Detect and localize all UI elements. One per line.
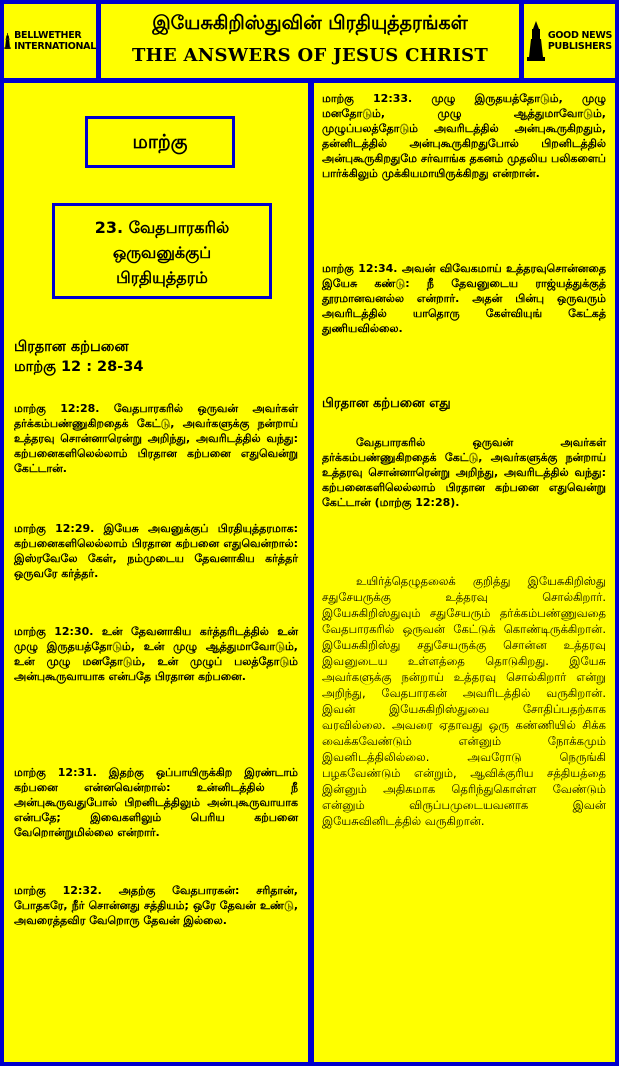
verse-12-28: மாற்கு 12:28. வேதபாரகரில் ஒருவன் அவர்கள் தர்க்கம்பண்ணுகிறதைக் கேட்டு, அவர்களுக்கு நன்றாய் உத்தரவு சொன்னாரென்று அறிந்து, அவரிடத்தில் வந்து: கற்பனைகளிலெல்லாம் பிரதான கற்பனை எதுவென்று கேட்டான். — [14, 402, 298, 475]
verse-12-32: மாற்கு 12:32. அதற்கு வேதபாரகன்: சரிதான், போதகரே, நீர் சொன்னது சத்தியம்; ஒரே தேவன் உண்டு, அவரைத்தவிர வேறொரு தேவன் இல்லை. — [14, 884, 298, 927]
left-logo — [4, 4, 96, 78]
title-tamil: இயேசுகிறிஸ்துவின் பிரதியுத்தரங்கள் — [152, 12, 468, 34]
right-column — [314, 83, 615, 1062]
left-column — [4, 83, 308, 1062]
chapter-title-line-3: பிரதியுத்தரம் — [116, 268, 208, 287]
chapter-title-box — [52, 203, 272, 299]
verse-12-29: மாற்கு 12:29. இயேசு அவனுக்குப் பிரதியுத்தரமாக: கற்பனைகளிலெல்லாம் பிரதான கற்பனை எதுவென்றால்: இஸ்ரவேலே கேள், நம்முடைய தேவனாகிய கர்த்தர் ஒருவரே கர்த்தர். — [14, 522, 298, 580]
section-heading-line-1: பிரதான கற்பனை — [14, 339, 129, 355]
header-titles — [101, 4, 519, 78]
verse-12-31: மாற்கு 12:31. இதற்கு ஒப்பாயிருக்கிற இரண்டாம் கற்பனை என்னவென்றால்: உன்னிடத்தில் நீ அன்புகூருவதுபோல் பிறனிடத்திலும் அன்புகூருவாயாக என்பதே; இவைகளிலும் பெரிய கற்பனை வேறொன்றுமில்லை என்றார். — [14, 766, 298, 839]
verse-12-33: மாற்கு 12:33. முழு இருதயத்தோடும், முழு மனதோடும், முழு ஆத்துமாவோடும், முழுப்பலத்தோடும் அவரிடத்தில் அன்புகூருகிறதும், தன்னிடத்தில் அன்புகூருகிறதுபோல் பிறனிடத்தில் அன்புகூருகிறதுமே சர்வாங்க தகனம் முதலிய பலிகளைப் பார்க்கிலும் முக்கியமாயிருக்கிறது என்றான். — [322, 92, 606, 180]
book-title-box — [85, 116, 235, 168]
commentary-paragraph: உயிர்த்தெழுதலைக் குறித்து இயேசுகிறிஸ்து சதுசேயருக்கு உத்தரவு சொல்கிறார். இயேசுகிறிஸ்துவும் சதுசேயரும் தர்க்கம்பண்ணுவதை வேதபாரகரில் ஒருவன் கேட்டுக் கொண்டிருக்கிறான். இயேசுகிறிஸ்து சதுசேயருக்கு சொன்ன உத்தரவு இவனுடைய உள்ளத்தை தொடுகிறது. இயேசு அவர்களுக்கு நன்றாய் உத்தரவு சொல்கிறார் என்று அறிந்து, வேதபாரகன் அவரிடத்தில் வருகிறான். இவன் இயேசுகிறிஸ்துவை சோதிப்பதற்காக வரவில்லை. அவரை ஏதாவது ஒரு கண்ணியில் சிக்க வைக்கவேண்டும் என்னும் நோக்கமும் இவனிடத்திலில்லை. அவரோடு நெருங்கி பழகவேண்டும் என்றும், ஆவிக்குரிய சத்தியத்தை இன்னும் அதிகமாக தெரிந்துகொள்ள வேண்டும் என்னும் விருப்பமுடையவனாக இவன் இயேசுவினிடத்தில் வருகிறான். — [322, 574, 606, 828]
right-heading: பிரதான கற்பனை எது — [322, 396, 451, 411]
section-heading-line-2: மாற்கு 12 : 28-34 — [14, 359, 144, 375]
title-english: THE ANSWERS OF JESUS CHRIST — [131, 45, 489, 66]
verse-12-34: மாற்கு 12:34. அவன் விவேகமாய் உத்தரவுசொன்னதை இயேசு கண்டு: நீ தேவனுடைய ராஜ்யத்துக்குத் தூரமானவனல்ல என்றார். அதன் பின்பு ஒருவரும் அவரிடத்தில் யாதொரு கேள்வியுங் கேட்கத் துணியவில்லை. — [322, 262, 606, 335]
book-stack-logo-icon — [527, 21, 545, 61]
book-title: மாற்கு — [132, 131, 188, 153]
right-logo-line1: GOOD NEWS — [547, 30, 613, 41]
verse-12-30: மாற்கு 12:30. உன் தேவனாகிய கர்த்தரிடத்தில் உன் முழு இருதயத்தோடும், உன் முழு ஆத்துமாவோடும், உன் முழு மனதோடும், உன் முழுப் பலத்தோடும் அன்புகூருவாயாக என்பதே பிரதான கற்பனை. — [14, 625, 298, 683]
left-logo-line1: BELLWETHER — [14, 30, 82, 41]
section-heading — [14, 337, 298, 377]
left-logo-line2: INTERNATIONAL — [14, 41, 96, 52]
chapter-title-line-2: ஒருவனுக்குப் — [112, 243, 212, 262]
chapter-title-line-1: 23. வேதபாரகரில் — [94, 218, 230, 237]
tower-logo-icon — [4, 21, 11, 61]
right-logo-line2: PUBLISHERS — [547, 41, 612, 52]
summary-paragraph: வேதபாரகரில் ஒருவன் அவர்கள் தர்க்கம்பண்ணுகிறதைக் கேட்டு, அவர்களுக்கு நன்றாய் உத்தரவு சொன்னாரென்று அறிந்து, அவரிடத்தில் வந்து: கற்பனைகளிலெல்லாம் பிரதான கற்பனை எதுவென்று கேட்டான் (மாற்கு 12:28). — [322, 436, 606, 509]
right-logo — [524, 4, 615, 78]
